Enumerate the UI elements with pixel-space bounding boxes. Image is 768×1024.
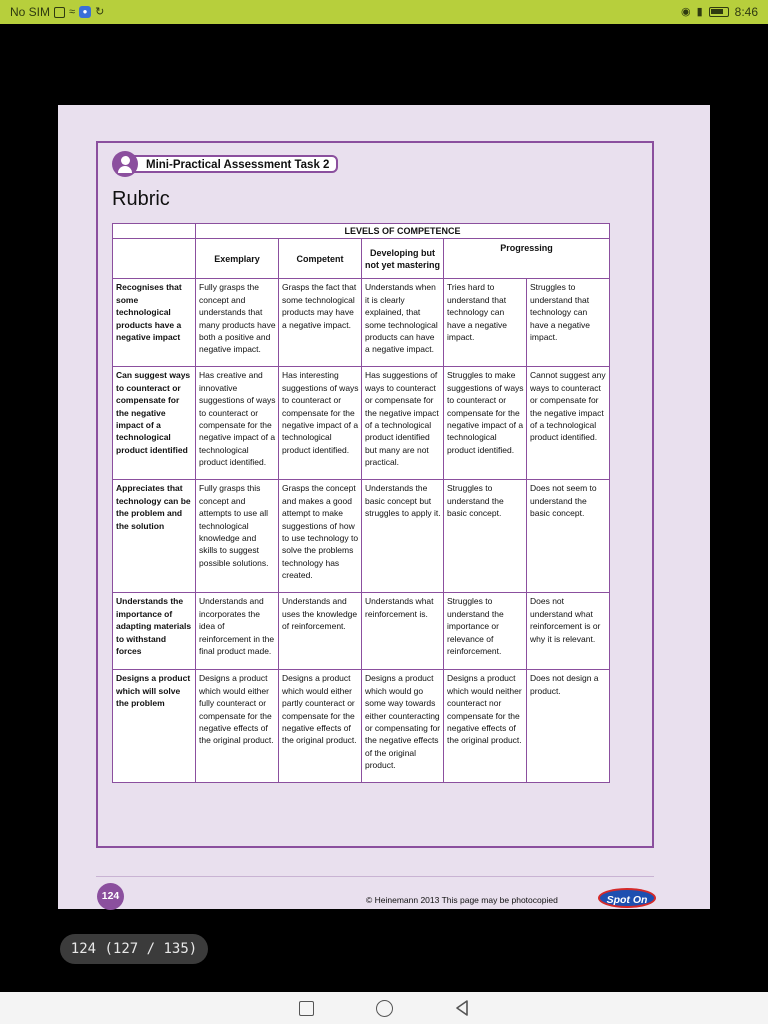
document-viewer[interactable]: [0, 24, 768, 992]
rubric-table: [112, 223, 610, 783]
table-row: [113, 367, 610, 480]
table-cell: Has suggestions of ways to counteract or compensate for the negative impact of a technological product identified but many are not practical.: [362, 367, 444, 480]
app-notification-icon: ●: [79, 6, 91, 18]
battery-icon: [709, 7, 729, 17]
back-icon[interactable]: [453, 999, 471, 1017]
table-cell: Understands what reinforcement is.: [362, 593, 444, 670]
table-cell: Fully grasps the concept and understands that many products have both a positive and negative impact.: [196, 279, 279, 367]
table-cell: Understands the basic concept but struggles to apply it.: [362, 480, 444, 593]
recents-icon[interactable]: [297, 999, 315, 1017]
criterion-cell: Designs a product which will solve the problem: [113, 670, 196, 783]
criterion-cell: Recognises that some technological products have a negative impact: [113, 279, 196, 367]
levels-group-header: LEVELS OF COMPETENCE: [196, 224, 610, 239]
criterion-cell: Appreciates that technology can be the problem and the solution: [113, 480, 196, 593]
table-cell: Struggles to make suggestions of ways to counteract or compensate for the negative impact of a technological product identified.: [444, 367, 527, 480]
copyright-notice: © Heinemann 2013 This page may be photocopied: [366, 895, 558, 905]
criterion-cell: Can suggest ways to counteract or compensate for the negative impact of a technological product identified: [113, 367, 196, 480]
table-cell: Does not understand what reinforcement is or why it is relevant.: [527, 593, 610, 670]
table-cell: Grasps the fact that some technological products may have a negative impact.: [279, 279, 362, 367]
page-title: Rubric: [112, 188, 170, 210]
criterion-cell: Understands the importance of adapting materials to withstand forces: [113, 593, 196, 670]
eye-comfort-icon: ◉: [680, 5, 691, 18]
level-header: Exemplary: [196, 239, 279, 279]
table-row: [113, 670, 610, 783]
spot-on-logo: Spot On: [598, 888, 656, 908]
table-cell: Designs a product which would either fully counteract or compensate for the negative effects of the original product.: [196, 670, 279, 783]
table-cell: Designs a product which would either partly counteract or compensate for the negative effects of the original product.: [279, 670, 362, 783]
document-page[interactable]: [58, 105, 710, 909]
page-indicator[interactable]: 124 (127 / 135): [60, 934, 208, 964]
table-cell: Does not design a product.: [527, 670, 610, 783]
level-header: Competent: [279, 239, 362, 279]
vibrate-icon: ▮: [696, 5, 703, 18]
table-row: [113, 279, 610, 367]
table-cell: Struggles to understand the basic concept.: [444, 480, 527, 593]
level-header: Progressing: [444, 239, 610, 279]
table-cell: Struggles to understand the importance or relevance of reinforcement.: [444, 593, 527, 670]
carrier-label: No SIM: [10, 5, 51, 19]
sync-icon: ↻: [95, 5, 105, 18]
table-row: [113, 480, 610, 593]
table-cell: Understands and incorporates the idea of reinforcement in the final product made.: [196, 593, 279, 670]
table-cell: Does not seem to understand the basic concept.: [527, 480, 610, 593]
header-blank: [113, 224, 196, 239]
table-cell: Cannot suggest any ways to counteract or compensate for the negative impact of a technological product identified.: [527, 367, 610, 480]
footer-divider: [96, 876, 654, 877]
table-cell: Understands when it is clearly explained, that some technological products can have a negative impact.: [362, 279, 444, 367]
navigation-bar: [0, 992, 768, 1024]
header-blank-2: [113, 239, 196, 279]
page-number-badge: 124: [97, 883, 124, 910]
sim-icon: [54, 7, 65, 18]
home-icon[interactable]: [375, 999, 393, 1017]
task-badge-label: Mini-Practical Assessment Task 2: [132, 155, 338, 173]
table-cell: Struggles to understand that technology can have a negative impact.: [527, 279, 610, 367]
page-frame: [96, 141, 654, 848]
table-cell: Grasps the concept and makes a good attempt to make suggestions of how to use technology to solve the problems technology has created.: [279, 480, 362, 593]
table-cell: Designs a product which would neither counteract nor compensate for the negative effects of the original product.: [444, 670, 527, 783]
person-icon: [112, 151, 138, 177]
table-cell: Has creative and innovative suggestions of ways to counteract or compensate for the negative impact of a technological product identified.: [196, 367, 279, 480]
table-cell: Has interesting suggestions of ways to counteract or compensate for the negative impact of a technological product identified.: [279, 367, 362, 480]
clock: 8:46: [734, 5, 758, 19]
wifi-icon: ≈: [69, 5, 76, 18]
status-bar: [0, 0, 768, 24]
level-header: Developing but not yet mastering: [362, 239, 444, 279]
table-cell: Understands and uses the knowledge of reinforcement.: [279, 593, 362, 670]
table-cell: Designs a product which would go some way towards either counteracting or compensating for the negative effects of the original product.: [362, 670, 444, 783]
table-row: [113, 593, 610, 670]
task-badge: [112, 151, 338, 177]
table-cell: Fully grasps this concept and attempts to use all technological knowledge and skills to suggest possible solutions.: [196, 480, 279, 593]
table-cell: Tries hard to understand that technology can have a negative impact.: [444, 279, 527, 367]
